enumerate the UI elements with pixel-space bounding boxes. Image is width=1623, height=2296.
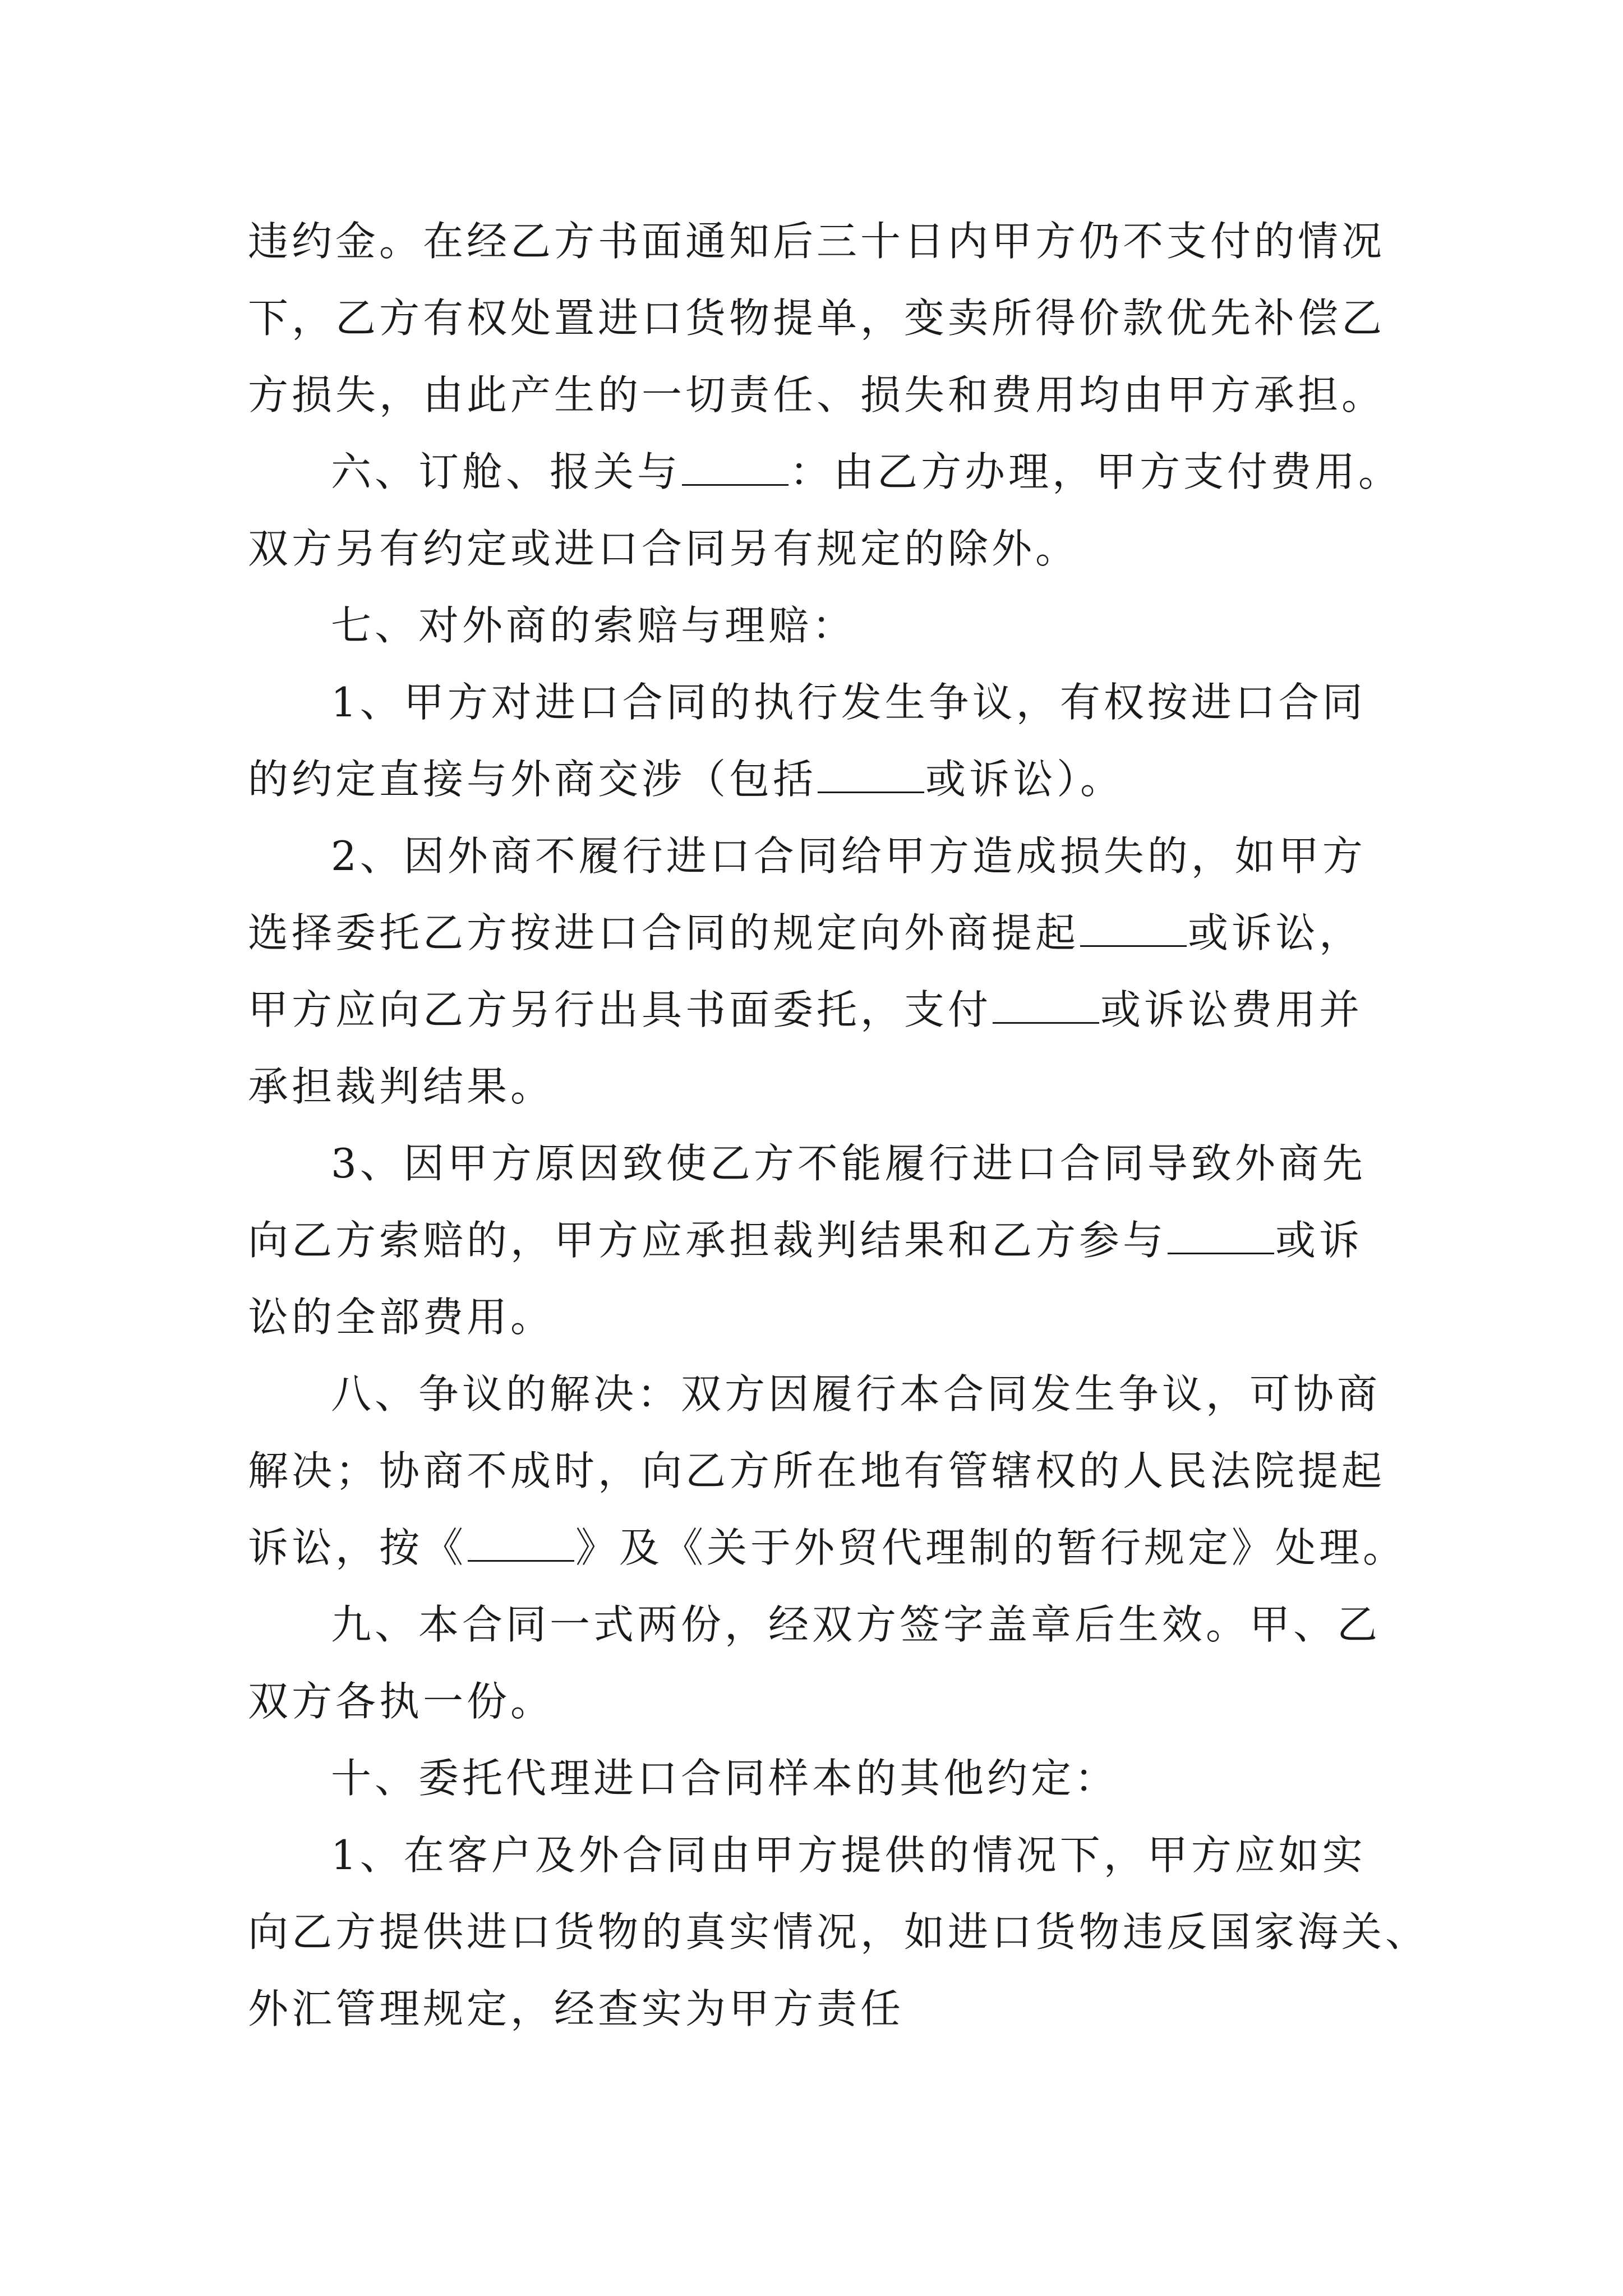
text-segment: 九、本合同一式两份，经双方签字盖章后生效。甲、乙	[331, 1601, 1381, 1648]
text-line	[248, 972, 1381, 1048]
text-line	[248, 1125, 1381, 1202]
text-line	[248, 587, 1381, 664]
text-line	[248, 895, 1381, 972]
text-segment: 下，乙方有权处置进口货物提单，变卖所得价款优先补偿乙	[248, 295, 1386, 342]
text-segment: 讼的全部费用。	[248, 1294, 555, 1341]
text-segment: 六、订舱、报关与	[331, 448, 681, 495]
text-segment: 七、对外商的索赔与理赔：	[331, 602, 856, 649]
text-segment: 3、因甲方原因致使乙方不能履行进口合同导致外商先	[331, 1140, 1366, 1187]
text-line	[248, 818, 1381, 895]
text-segment: 或诉讼）。	[925, 756, 1124, 803]
text-line	[248, 1356, 1381, 1433]
text-line	[248, 280, 1386, 357]
text-segment: 十、委托代理进口合同样本的其他约定：	[331, 1755, 1119, 1802]
document-body	[248, 203, 1430, 2047]
text-segment: 向乙方提供进口货物的真实情况，如进口货物违反国家海关、	[248, 1908, 1430, 1955]
fill-in-blank	[468, 1525, 574, 1562]
text-segment: 诉讼，按《	[248, 1524, 467, 1571]
text-segment: 双方另有约定或进口合同另有规定的除外。	[248, 525, 1080, 572]
text-line	[248, 1279, 1381, 1356]
text-line	[248, 1740, 1381, 1817]
text-segment: 方损失，由此产生的一切责任、损失和费用均由甲方承担。	[248, 371, 1386, 418]
text-segment: 或诉讼，	[1188, 909, 1363, 956]
text-segment: 2、因外商不履行进口合同给甲方造成损失的，如甲方	[331, 832, 1366, 880]
fill-in-blank	[993, 987, 1099, 1024]
text-line	[248, 741, 1381, 818]
text-segment: 选择委托乙方按进口合同的规定向外商提起	[248, 909, 1080, 956]
text-segment: 1、在客户及外合同由甲方提供的情况下，甲方应如实	[331, 1832, 1366, 1879]
text-line	[248, 664, 1381, 741]
text-line	[248, 1663, 1381, 1740]
text-segment: 》及《关于外贸代理制的暂行规定》处理。	[575, 1524, 1407, 1571]
text-segment: 1、甲方对进口合同的执行发生争议，有权按进口合同	[331, 679, 1366, 726]
text-line	[248, 1971, 1381, 2047]
text-line	[248, 1202, 1381, 1279]
fill-in-blank	[1168, 1218, 1274, 1254]
text-segment: 承担裁判结果。	[248, 1063, 555, 1110]
fill-in-blank	[818, 757, 924, 793]
text-line	[248, 357, 1386, 434]
text-line	[248, 510, 1381, 587]
text-segment: 向乙方索赔的，甲方应承担裁判结果和乙方参与	[248, 1217, 1167, 1264]
text-line	[248, 1894, 1430, 1971]
text-segment: ：由乙方办理，甲方支付费用。	[790, 448, 1403, 495]
text-segment: 违约金。在经乙方书面通知后三十日内甲方仍不支付的情况	[248, 218, 1386, 265]
text-segment: 甲方应向乙方另行出具书面委托，支付	[248, 986, 992, 1033]
fill-in-blank	[1080, 910, 1187, 947]
text-segment: 的约定直接与外商交涉（包括	[248, 756, 817, 803]
text-line	[248, 1586, 1381, 1663]
text-line	[248, 1048, 1381, 1125]
text-segment: 或诉	[1275, 1217, 1363, 1264]
text-line	[248, 1510, 1407, 1586]
text-line	[248, 1817, 1381, 1894]
text-line	[248, 1433, 1386, 1510]
text-segment: 解决；协商不成时，向乙方所在地有管辖权的人民法院提起	[248, 1447, 1386, 1494]
fill-in-blank	[682, 449, 789, 486]
text-segment: 外汇管理规定，经查实为甲方责任	[248, 1985, 905, 2032]
text-line	[248, 203, 1386, 280]
text-segment: 或诉讼费用并	[1100, 986, 1363, 1033]
text-line	[248, 434, 1403, 510]
text-segment: 八、争议的解决：双方因履行本合同发生争议，可协商	[331, 1370, 1381, 1418]
text-segment: 双方各执一份。	[248, 1678, 555, 1725]
